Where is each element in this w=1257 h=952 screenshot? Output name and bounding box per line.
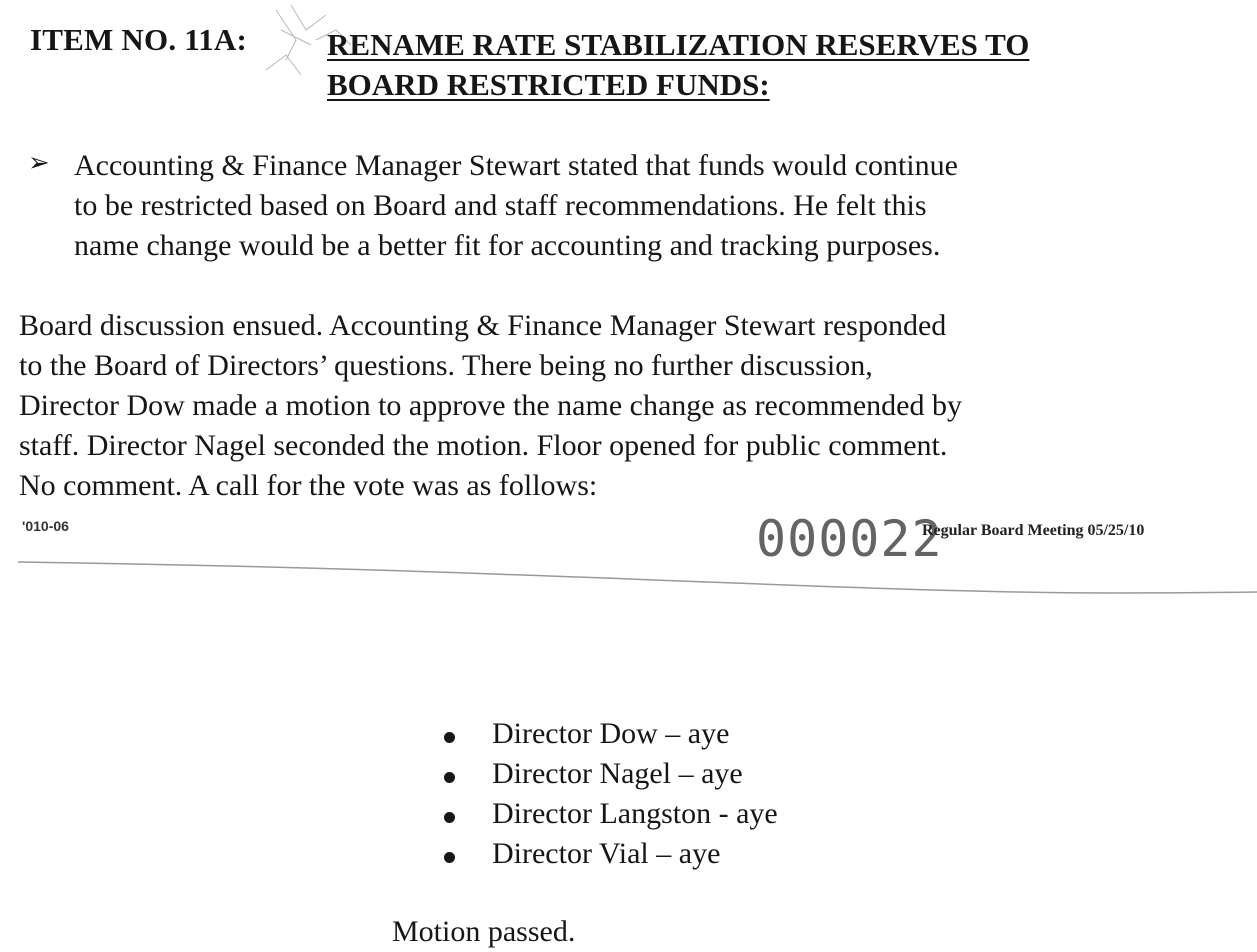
paragraph-line: Board discussion ensued. Accounting & Finance Manager Stewart responded <box>19 309 947 342</box>
item-title-line: RENAME RATE STABILIZATION RESERVES TO <box>327 27 1030 62</box>
bullet-dot-icon <box>444 812 455 823</box>
paragraph-line: to the Board of Directors’ questions. There being no further discussion, <box>19 349 873 382</box>
vote-text: Director Vial – aye <box>492 837 721 870</box>
item-number-label: ITEM NO. 11A: <box>30 22 248 57</box>
board-discussion-paragraph <box>19 306 1239 506</box>
paragraph-line: name change would be a better fit for accounting and tracking purposes. <box>74 229 941 262</box>
motion-result: Motion passed. <box>392 915 576 948</box>
stewart-statement-paragraph <box>74 146 1234 266</box>
page-stamp-number: 000022 <box>756 510 943 568</box>
bullet-dot-icon <box>444 772 455 783</box>
paragraph-line: Director Dow made a motion to approve the name change as recommended by <box>19 389 962 422</box>
paragraph-line: staff. Director Nagel seconded the motion. Floor opened for public comment. <box>19 429 948 462</box>
vote-list <box>440 714 778 874</box>
vote-item <box>440 714 778 754</box>
paragraph-line: to be restricted based on Board and staff recommendations. He felt this <box>74 189 927 222</box>
vote-text: Director Nagel – aye <box>492 757 743 790</box>
vote-text: Director Langston - aye <box>492 797 778 830</box>
paragraph-line: No comment. A call for the vote was as follows: <box>19 469 598 502</box>
paragraph-line: Accounting & Finance Manager Stewart stated that funds would continue <box>74 149 958 182</box>
item-title-line: BOARD RESTRICTED FUNDS: <box>327 67 770 102</box>
vote-text: Director Dow – aye <box>492 717 730 750</box>
page-break-edge <box>0 540 1257 610</box>
meeting-footer: Regular Board Meeting 05/25/10 <box>922 522 1145 539</box>
item-title <box>327 25 1227 105</box>
bullet-dot-icon <box>444 852 455 863</box>
vote-item <box>440 834 778 874</box>
vote-item <box>440 754 778 794</box>
page-code: '010-06 <box>22 518 69 534</box>
vote-item <box>440 794 778 834</box>
bullet-dot-icon <box>444 732 455 743</box>
arrow-bullet-icon: ➢ <box>28 148 50 178</box>
